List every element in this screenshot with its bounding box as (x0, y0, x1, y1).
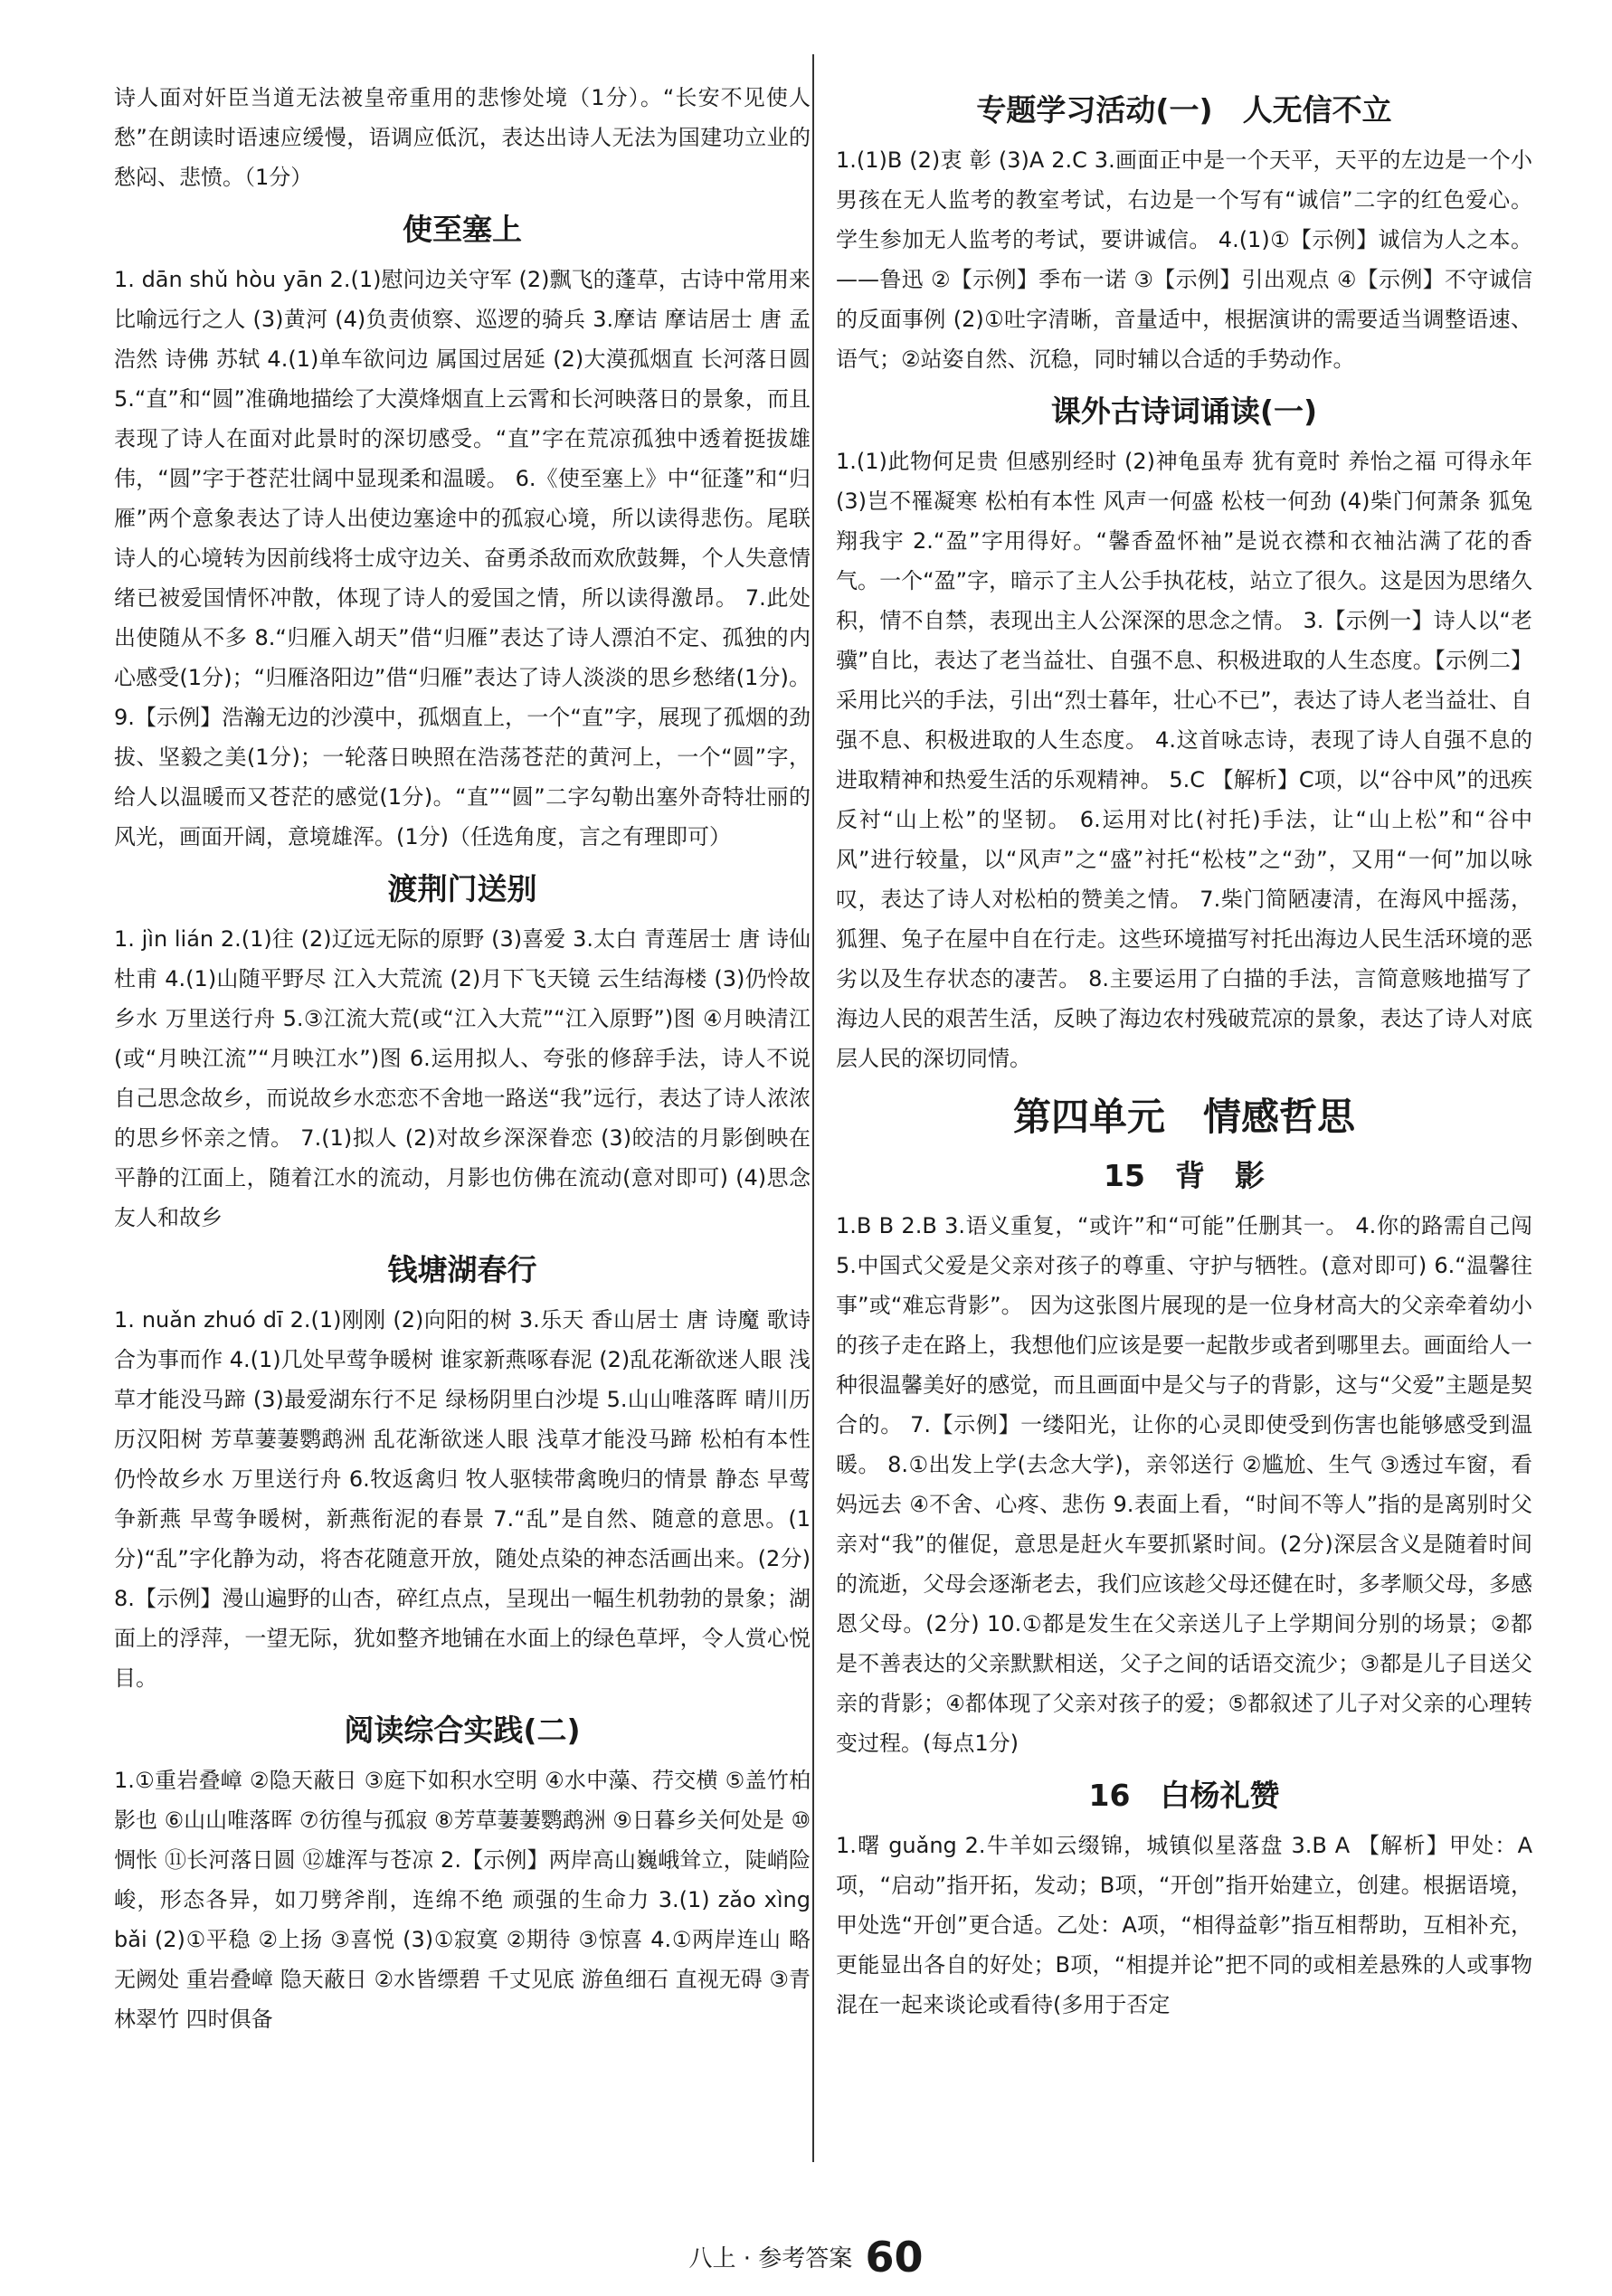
footer-label: 八上 · 参考答案 (688, 2245, 853, 2272)
section-body: 1. jìn lián 2.(1)往 (2)辽远无际的原野 (3)喜爱 3.太白 青莲居士 唐 诗仙 杜甫 4.(1)山随平野尽 江入大荒流 (2)月下飞天镜 云生结海楼 (3)仍怜故乡水 万里送行舟 5.③江流大荒(或“江入大荒”“江入原野”)图 ④月映清江(或“月映江流”“月映江水”)图 6.运用拟人、夸张的修辞手法，诗人不说自己思念故乡，而说故乡水恋恋不舍地一路送“我”远行，表达了诗人浓浓的思乡怀亲之情。 7.(1)拟人 (2)对故乡深深眷恋 (3)皎洁的月影倒映在平静的江面上，随着江水的流动，月影也仿佛在流动(意对即可) (4)思念友人和故乡 (114, 926, 811, 1230)
section-yuedu-shijian (114, 1707, 811, 2039)
section-kewai-gushici (836, 388, 1532, 1078)
page-footer (0, 2233, 1612, 2282)
section-baiyanglizan (836, 1772, 1532, 2025)
section-body: 1.(1)B (2)衷 彰 (3)A 2.C 3.画面正中是一个天平，天平的左边是一个小男孩在无人监考的教室考试，右边是一个写有“诚信”二字的红色爱心。 学生参加无人监考的考试，要讲诚信。 4.(1)①【示例】诚信为人之本。——鲁迅 ②【示例】季布一诺 ③【示例】引出观点 ④【示例】不守诚信的反面事例 (2)①吐字清晰，音量适中，根据演讲的需要适当调整语速、语气；②站姿自然、沉稳，同时辅以合适的手势动作。 (836, 147, 1532, 372)
section-body: 1.(1)此物何足贵 但感别经时 (2)神龟虽寿 犹有竟时 养怡之福 可得永年 (3)岂不罹凝寒 松柏有本性 风声一何盛 松枝一何劲 (4)柴门何萧条 狐兔翔我宇 2.“盈”字用得好。“馨香盈怀袖”是说衣襟和衣袖沾满了花的香气。一个“盈”字，暗示了主人公手执花枝，站立了很久。这是因为思绪久积，情不自禁，表现出主人公深深的思念之情。 3.【示例一】诗人以“老骥”自比，表达了老当益壮、自强不息、积极进取的人生态度。【示例二】采用比兴的手法，引出“烈士暮年，壮心不已”，表达了诗人老当益壮、自强不息、积极进取的人生态度。 4.这首咏志诗，表现了诗人自强不息的进取精神和热爱生活的乐观精神。 5.C 【解析】C项，以“谷中风”的迅疾反衬“山上松”的坚韧。 6.运用对比(衬托)手法，让“山上松”和“谷中风”进行较量，以“风声”之“盛”衬托“松枝”之“劲”，又用“一何”加以咏叹，表达了诗人对松柏的赞美之情。 7.柴门简陋凄清，在海风中摇荡，狐狸、兔子在屋中自在行走。这些环境描写衬托出海边人民生活环境的恶劣以及生存状态的凄苦。 8.主要运用了白描的手法，言简意赅地描写了海边人民的艰苦生活，反映了海边农村残破荒凉的景象，表达了诗人对底层人民的深切同情。 (836, 449, 1532, 1071)
section-dujingmen (114, 866, 811, 1238)
section-body: 1. dān shǔ hòu yān 2.(1)慰问边关守军 (2)飘飞的蓬草，古诗中常用来比喻远行之人 (3)黄河 (4)负责侦察、巡逻的骑兵 3.摩诘 摩诘居士 唐 孟浩然 诗佛 苏轼 4.(1)单车欲问边 属国过居延 (2)大漠孤烟直 长河落日圆 5.“直”和“圆”准确地描绘了大漠烽烟直上云霄和长河映落日的景象，而且表现了诗人在面对此景时的深切感受。“直”字在荒凉孤独中透着挺拔雄伟，“圆”字于苍茫壮阔中显现柔和温暖。 6.《使至塞上》中“征蓬”和“归雁”两个意象表达了诗人出使边塞途中的孤寂心境，所以读得悲伤。尾联诗人的心境转为因前线将士成守边关、奋勇杀敌而欢欣鼓舞，个人失意情绪已被爱国情怀冲散，体现了诗人的爱国之情，所以读得激昂。 7.此处出使随从不多 8.“归雁入胡天”借“归雁”表达了诗人漂泊不定、孤独的内心感受(1分)；“归雁洛阳边”借“归雁”表达了诗人淡淡的思乡愁绪(1分)。 9.【示例】浩瀚无边的沙漠中，孤烟直上，一个“直”字，展现了孤烟的劲拔、坚毅之美(1分)；一轮落日映照在浩荡苍茫的黄河上，一个“圆”字，给人以温暖而又苍茫的感觉(1分)。“直”“圆”二字勾勒出塞外奇特壮丽的风光，画面开阔，意境雄浑。(1分)（任选角度，言之有理即可） (114, 267, 811, 849)
section-title: 渡荆门送别 (387, 871, 537, 906)
section-title: 阅读综合实践(二) (344, 1713, 581, 1748)
section-body: 1. nuǎn zhuó dī 2.(1)刚刚 (2)向阳的树 3.乐天 香山居士 唐 诗魔 歌诗合为事而作 4.(1)几处早莺争暖树 谁家新燕啄春泥 (2)乱花渐欲迷人眼 浅草才能没马蹄 (3)最爱湖东行不足 绿杨阴里白沙堤 5.山山唯落晖 晴川历历汉阳树 芳草萋萋鹦鹉洲 乱花渐欲迷人眼 浅草才能没马蹄 松柏有本性 仍怜故乡水 万里送行舟 6.牧返禽归 牧人驱犊带禽晚归的情景 静态 早莺争新燕 早莺争暖树，新燕衔泥的春景 7.“乱”是自然、随意的意思。(1分)“乱”字化静为动，将杏花随意开放，随处点染的神态活画出来。(2分) 8.【示例】漫山遍野的山杏，碎红点点，呈现出一幅生机勃勃的景象；湖面上的浮萍，一望无际，犹如整齐地铺在水面上的绿色草坪，令人赏心悦目。 (114, 1307, 811, 1691)
section-renwuxinbuli (836, 87, 1532, 379)
section-title: 16 白杨礼赞 (1088, 1778, 1280, 1813)
section-shizhisaishang (114, 206, 811, 857)
section-title: 课外古诗词诵读(一) (1050, 394, 1318, 429)
section-title: 专题学习活动(一) 人无信不立 (976, 92, 1392, 128)
section-title: 钱塘湖春行 (387, 1252, 537, 1287)
section-qiantanghu (114, 1247, 811, 1698)
section-body: 1.B B 2.B 3.语义重复，“或许”和“可能”任删其一。 4.你的路需自己闯 5.中国式父爱是父亲对孩子的尊重、守护与牺牲。(意对即可) 6.“温馨往事”或“难忘背影”。 因为这张图片展现的是一位身材高大的父亲牵着幼小的孩子走在路上，我想他们应该是要一起散步或者到哪里去。画面给人一种很温馨美好的感觉，而且画面中是父与子的背影，这与“父爱”主题是契合的。 7.【示例】一缕阳光，让你的心灵即使受到伤害也能够感受到温暖。 8.①出发上学(去念大学)，亲邻送行 ②尴尬、生气 ③透过车窗，看妈远去 ④不舍、心疼、悲伤 9.表面上看，“时间不等人”指的是离别时父亲对“我”的催促，意思是赶火车要抓紧时间。(2分)深层含义是随着时间的流逝，父母会逐渐老去，我们应该趁父母还健在时，多孝顺父母，多感恩父母。(2分) 10.①都是发生在父亲送儿子上学期间分别的场景；②都是不善表达的父亲默默相送，父子之间的话语交流少；③都是儿子目送父亲的背影；④都体现了父亲对孩子的爱；⑤都叙述了儿子对父亲的心理转变过程。(每点1分) (836, 1213, 1532, 1756)
column-divider (812, 54, 814, 2162)
left-column (114, 78, 811, 2039)
section-body: 1.曙 guǎng 2.牛羊如云缀锦，城镇似星落盘 3.B A 【解析】甲处：A项，“启动”指开拓，发动；B项，“开创”指开始建立，创建。根据语境，甲处选“开创”更合适。乙处：A项，“相得益彰”指互相帮助，互相补充，更能显出各自的好处；B项，“相提并论”把不同的或相差悬殊的人或事物混在一起来谈论或看待(多用于否定 (836, 1833, 1532, 2017)
page-number: 60 (865, 2233, 924, 2282)
unit-title: 第四单元 情感哲思 (1012, 1095, 1355, 1139)
section-title: 使至塞上 (403, 212, 522, 247)
right-column (836, 78, 1532, 2025)
section-title: 15 背 影 (1104, 1158, 1265, 1193)
unit-four-heading (836, 1087, 1532, 1142)
intro-paragraph: 诗人面对奸臣当道无法被皇帝重用的悲惨处境（1分）。“长安不见使人愁”在朗读时语速应缓慢，语调应低沉，表达出诗人无法为国建功立业的愁闷、悲愤。（1分） (114, 85, 811, 190)
section-body: 1.①重岩叠嶂 ②隐天蔽日 ③庭下如积水空明 ④水中藻、荇交横 ⑤盖竹柏影也 ⑥山山唯落晖 ⑦彷徨与孤寂 ⑧芳草萋萋鹦鹉洲 ⑨日暮乡关何处是 ⑩惆怅 ⑪长河落日圆 ⑫雄浑与苍凉 2.【示例】两岸高山巍峨耸立，陡峭险峻，形态各异，如刀劈斧削，连绵不绝 顽强的生命力 3.(1) zǎo xìng bǎi (2)①平稳 ②上扬 ③喜悦 (3)①寂寞 ②期待 ③惊喜 4.①两岸连山 略无阙处 重岩叠嶂 隐天蔽日 ②水皆缥碧 千丈见底 游鱼细石 直视无碍 ③青林翠竹 四时俱备 (114, 1768, 811, 2032)
section-beiying (836, 1153, 1532, 1763)
